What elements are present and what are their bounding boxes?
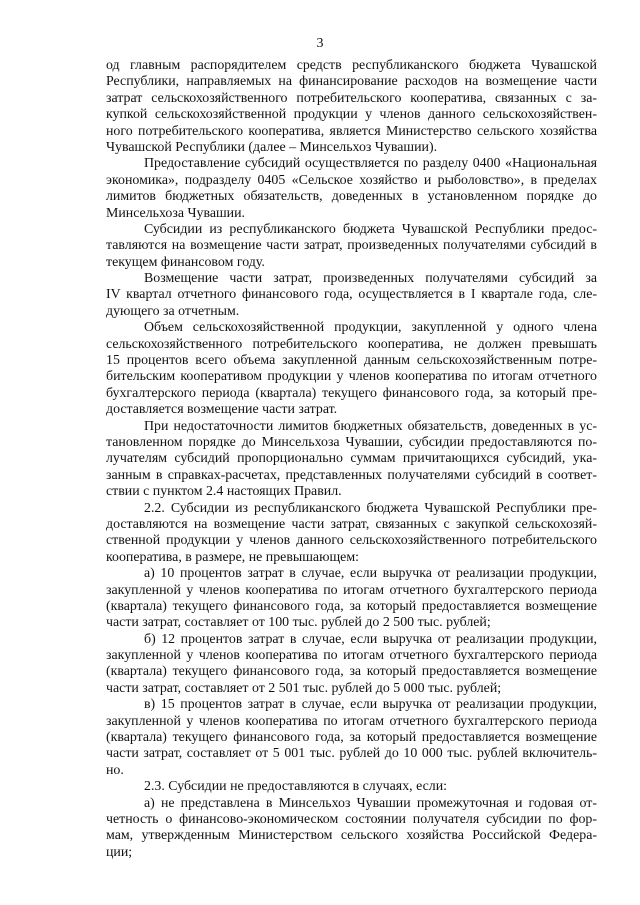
text-line: затрат сельскохозяйственного потребительского кооператива, связанных с за- xyxy=(106,90,597,106)
text-line: доставляется возмещение части затрат. xyxy=(106,402,338,418)
text-line: в) 15 процентов затрат в случае, если выручка от реализации продукции, xyxy=(144,697,597,713)
text-line: тановленном порядке до Минсельхоза Чувашии, субсидии предоставляются по- xyxy=(106,434,597,450)
text-line: части затрат, составляет от 100 тыс. рублей до 2 500 тыс. рублей; xyxy=(106,615,491,631)
text-line: кооператива, в размере, не превышающем: xyxy=(106,549,359,565)
text-line: части затрат, составляет от 2 501 тыс. рублей до 5 000 тыс. рублей; xyxy=(106,680,502,696)
text-line: ственной продукции у членов данного сельскохозяйственного потребительского xyxy=(106,533,597,549)
text-line: 2.3. Субсидии не предоставляются в случаях, если: xyxy=(144,779,447,795)
text-line: бительским кооперативом продукции у членов кооператива по итогам отчетного xyxy=(106,369,597,385)
text-line: доставляются на возмещение части затрат, связанных с закупкой сельскохозяй- xyxy=(106,516,597,532)
text-line: занным в справках-расчетах, представленных получателями субсидий в соответ- xyxy=(106,467,597,483)
text-line: Республики, направляемых на финансирование расходов на возмещение части xyxy=(106,74,597,90)
paragraph xyxy=(106,779,597,795)
text-line: од главным распорядителем средств республиканского бюджета Чувашской xyxy=(106,58,597,73)
text-line: ции; xyxy=(106,844,133,860)
text-line: IV квартал отчетного финансового года, осуществляется в I квартале года, сле- xyxy=(106,287,597,303)
text-line: закупленной у членов кооператива по итогам отчетного бухгалтерского периода xyxy=(106,648,597,664)
paragraph xyxy=(106,632,597,698)
paragraph xyxy=(106,566,597,632)
text-line: дующего за отчетным. xyxy=(106,303,240,319)
text-line: (квартала) текущего финансового года, за который предоставляется возмещение xyxy=(106,664,597,680)
text-line: Чувашской Республики (далее – Минсельхоз Чувашии). xyxy=(106,139,438,155)
text-line: текущем финансовом году. xyxy=(106,254,265,270)
paragraph xyxy=(106,501,597,567)
text-line: мам, утвержденным Министерством сельского хозяйства Российской Федера- xyxy=(106,828,597,844)
text-line: четность о финансово-экономическом состоянии получателя субсидии по фор- xyxy=(106,811,597,827)
text-line: ствии с пунктом 2.4 настоящих Правил. xyxy=(106,484,342,500)
paragraph xyxy=(106,271,597,320)
text-line: экономика», подразделу 0405 «Сельское хозяйство и рыболовство», в пределах xyxy=(106,172,597,188)
paragraph xyxy=(106,697,597,779)
text-line: Объем сельскохозяйственной продукции, закупленной у одного члена xyxy=(144,320,597,336)
text-line: б) 12 процентов затрат в случае, если выручка от реализации продукции, xyxy=(144,631,597,647)
paragraph xyxy=(106,156,597,222)
page-number: 3 xyxy=(316,36,324,51)
text-line: лучателям субсидий пропорционально суммам причитающихся субсидий, ука- xyxy=(106,451,597,467)
paragraph xyxy=(106,320,597,418)
paragraph xyxy=(106,419,597,501)
text-line: (квартала) текущего финансового года, за который предоставляется возмещение xyxy=(106,598,597,614)
text-line: При недостаточности лимитов бюджетных обязательств, доведенных в ус- xyxy=(144,418,597,434)
text-line: закупленной у членов кооператива по итогам отчетного бухгалтерского периода xyxy=(106,713,597,729)
text-line: 15 процентов всего объема закупленной данным сельскохозяйственным потре- xyxy=(106,353,597,369)
text-line: тавляются на возмещение части затрат, произведенных получателями субсидий в xyxy=(106,238,597,254)
text-line: части затрат, составляет от 5 001 тыс. рублей до 10 000 тыс. рублей включитель- xyxy=(106,746,597,762)
paragraph xyxy=(106,796,597,862)
text-line: Субсидии из республиканского бюджета Чувашской Республики предос- xyxy=(144,221,597,237)
paragraph xyxy=(106,222,597,271)
text-line: сельскохозяйственного потребительского кооператива, не должен превышать xyxy=(106,336,597,352)
document-body xyxy=(106,58,597,861)
text-line: Минсельхоза Чувашии. xyxy=(106,205,246,221)
text-line: 2.2. Субсидии из республиканского бюджета Чувашской Республики пре- xyxy=(144,500,597,516)
paragraph xyxy=(106,58,597,156)
text-line: (квартала) текущего финансового года, за который предоставляется возмещение xyxy=(106,730,597,746)
text-line: а) 10 процентов затрат в случае, если выручка от реализации продукции, xyxy=(144,566,597,582)
text-line: закупленной у членов кооператива по итогам отчетного бухгалтерского периода xyxy=(106,582,597,598)
text-line: Возмещение части затрат, произведенных получателями субсидий за xyxy=(144,271,597,287)
text-line: ного потребительского кооператива, является Министерство сельского хозяйства xyxy=(106,123,597,139)
text-line: но. xyxy=(106,762,124,778)
text-line: лимитов бюджетных обязательств, доведенных в установленном порядке до xyxy=(106,189,597,205)
text-line: купкой сельскохозяйственной продукции у членов данного сельскохозяйствен- xyxy=(106,107,597,123)
text-line: бухгалтерского периода (квартала) текущего финансового года, за который пре- xyxy=(106,385,597,401)
text-line: Предоставление субсидий осуществляется по разделу 0400 «Национальная xyxy=(144,156,597,172)
text-line: а) не представлена в Минсельхоз Чувашии промежуточная и годовая от- xyxy=(144,795,597,811)
